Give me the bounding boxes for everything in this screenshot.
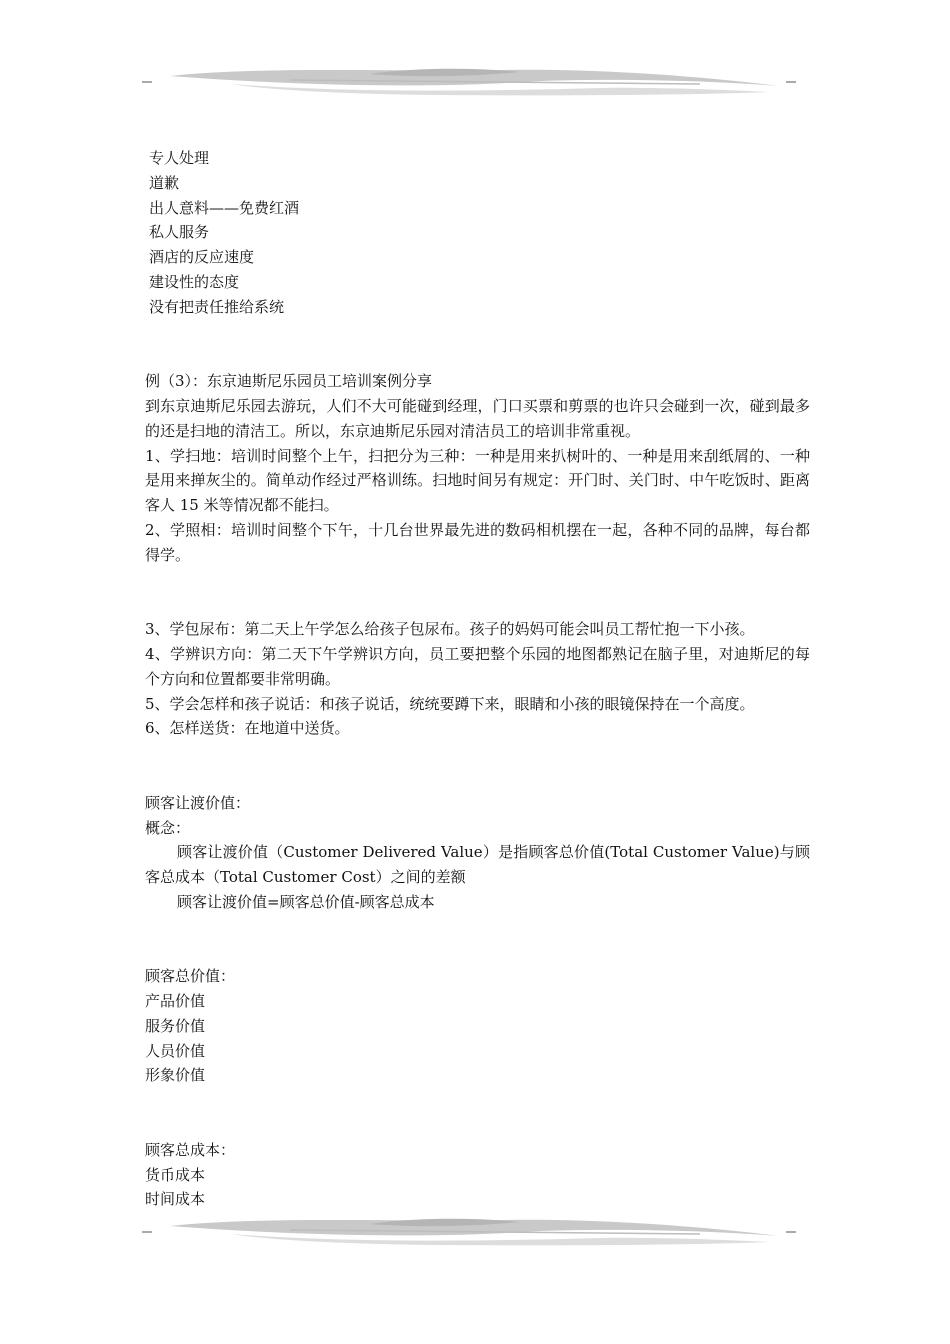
example-item: 1、学扫地：培训时间整个上午，扫把分为三种：一种是用来扒树叶的、一种是用来刮纸屑的、一种是用来掸灰尘的。简单动作经过严格训练。扫地时间另有规定：开门时、关门时、中午吃饭时、距离客人 15 米等情况都不能扫。 — [145, 446, 810, 515]
spacer — [145, 1088, 810, 1138]
header-brush-banner — [140, 62, 810, 98]
total-value-section — [145, 964, 810, 1088]
list-item: 道歉 — [149, 173, 180, 192]
page-content — [145, 146, 810, 1212]
section-heading: 顾客让渡价值： — [145, 793, 251, 812]
list-item: 酒店的反应速度 — [149, 248, 255, 267]
spacer — [145, 568, 810, 618]
total-cost-section — [145, 1138, 810, 1212]
section-heading: 顾客总成本： — [145, 1140, 236, 1159]
footer-brush-banner — [140, 1212, 810, 1248]
cdv-definition: 顾客让渡价值（Customer Delivered Value）是指顾客总价值(Total Customer Value)与顾客总成本（Total Customer Cost）之间的差额 — [145, 843, 810, 887]
spacer — [145, 915, 810, 965]
list-item: 建设性的态度 — [149, 272, 240, 291]
spacer — [145, 320, 810, 370]
list-item: 形象价值 — [145, 1066, 206, 1085]
example-item: 6、怎样送货：在地道中送货。 — [145, 719, 350, 738]
concept-label: 概念： — [145, 818, 191, 837]
example-item: 3、学包尿布：第二天上午学怎么给孩子包尿布。孩子的妈妈可能会叫员工帮忙抱一下小孩。 — [145, 620, 755, 639]
spacer — [145, 741, 810, 791]
cdv-formula: 顾客让渡价值=顾客总价值-顾客总成本 — [177, 892, 435, 911]
cdv-section — [145, 791, 810, 915]
list-item: 专人处理 — [149, 149, 210, 167]
list-item: 出人意料——免费红酒 — [149, 198, 300, 217]
list-item: 服务价值 — [145, 1016, 206, 1035]
example-item: 4、学辨识方向：第二天下午学辨识方向，员工要把整个乐园的地图都熟记在脑子里，对迪斯尼的每个方向和位置都要非常明确。 — [145, 644, 810, 688]
example-item: 2、学照相：培训时间整个下午，十几台世界最先进的数码相机摆在一起，各种不同的品牌，每台都得学。 — [145, 520, 810, 564]
example-intro: 到东京迪斯尼乐园去游玩，人们不大可能碰到经理，门口买票和剪票的也许只会碰到一次，碰到最多的还是扫地的清洁工。所以，东京迪斯尼乐园对清洁员工的培训非常重视。 — [145, 396, 810, 440]
example-section — [145, 369, 810, 741]
example-item: 5、学会怎样和孩子说话：和孩子说话，统统要蹲下来，眼睛和小孩的眼镜保持在一个高度。 — [145, 694, 755, 713]
list-item: 没有把责任推给系统 — [149, 297, 285, 316]
handling-list — [145, 146, 810, 320]
list-item: 产品价值 — [145, 992, 206, 1011]
list-item: 时间成本 — [145, 1190, 206, 1209]
example-title: 例（3）：东京迪斯尼乐园员工培训案例分享 — [145, 372, 433, 391]
section-heading: 顾客总价值： — [145, 967, 236, 986]
list-item: 私人服务 — [149, 223, 210, 242]
list-item: 货币成本 — [145, 1165, 206, 1184]
list-item: 人员价值 — [145, 1041, 206, 1060]
